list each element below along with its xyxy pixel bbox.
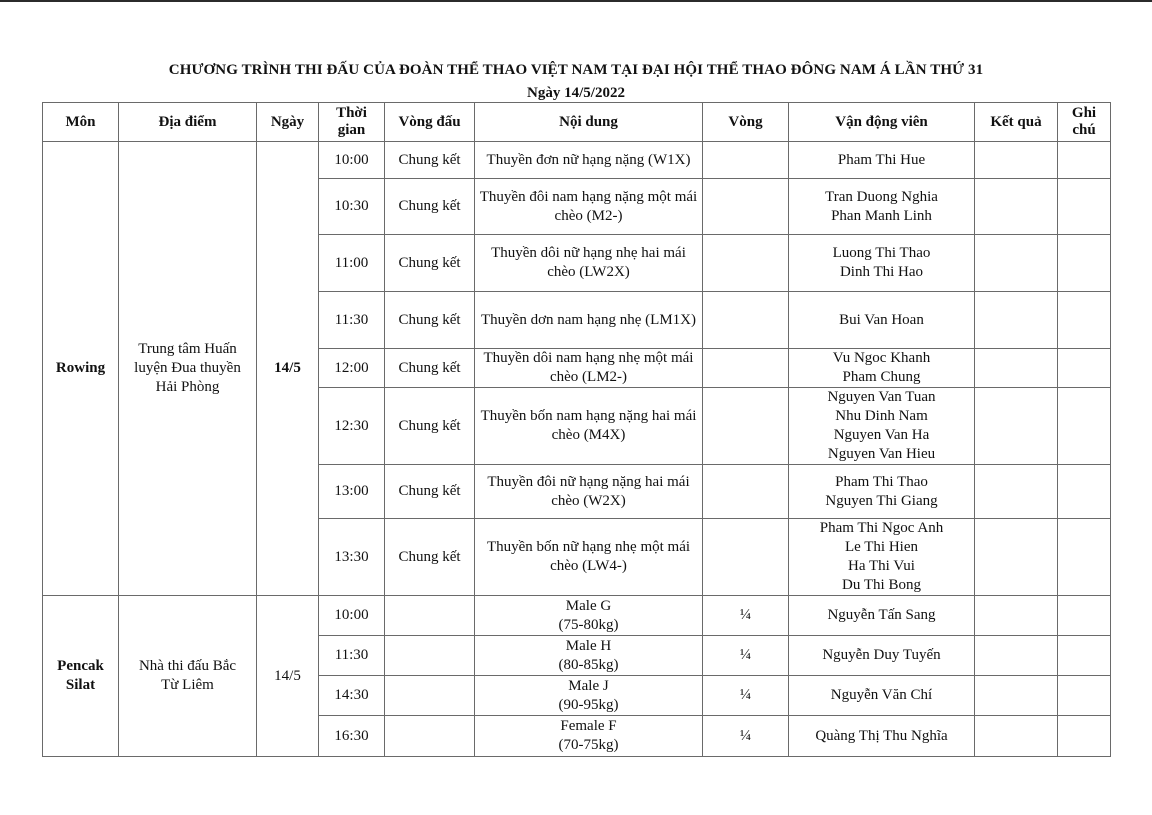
sport-pencak-line1: Pencak: [57, 658, 104, 674]
content-cell: Thuyền đôi nữ hạng nặng hai mái chèo (W2X): [475, 465, 703, 519]
content-line2: (75-80kg): [558, 616, 619, 633]
result-cell: [975, 465, 1058, 519]
athletes-cell: Nguyễn Văn Chí: [789, 676, 975, 716]
athletes-cell: Nguyễn Duy Tuyến: [789, 636, 975, 676]
round-cell: ¼: [703, 676, 789, 716]
stage-cell: [385, 716, 475, 757]
result-cell: [975, 519, 1058, 596]
content-cell: Thuyền dôi nam hạng nhẹ một mái chèo (LM2-): [475, 349, 703, 388]
stage-cell: Chung kết: [385, 349, 475, 388]
round-cell: [703, 519, 789, 596]
header-vong: Vòng: [703, 103, 789, 142]
content-line1: Male J: [568, 677, 609, 694]
note-cell: [1058, 349, 1111, 388]
content-cell: Thuyền bốn nam hạng nặng hai mái chèo (M4X): [475, 388, 703, 465]
venue-rowing: Trung tâm Huấn luyện Đua thuyền Hải Phòng: [119, 142, 257, 596]
stage-cell: [385, 676, 475, 716]
time-cell: 14:30: [319, 676, 385, 716]
sport-pencak-silat: [43, 596, 119, 757]
time-cell: 12:00: [319, 349, 385, 388]
header-vong-dau: Vòng đấu: [385, 103, 475, 142]
content-cell: [475, 596, 703, 636]
stage-cell: Chung kết: [385, 388, 475, 465]
header-thoi-gian: [319, 103, 385, 142]
time-cell: 10:30: [319, 179, 385, 235]
athletes-cell: [789, 519, 975, 596]
time-cell: 10:00: [319, 142, 385, 179]
stage-cell: Chung kết: [385, 519, 475, 596]
header-thoi-gian-line2: gian: [337, 122, 366, 138]
result-cell: [975, 235, 1058, 292]
note-cell: [1058, 716, 1111, 757]
header-ngay: Ngày: [257, 103, 319, 142]
content-line2: (70-75kg): [558, 737, 619, 753]
athlete-name: Pham Thi Ngoc Anh: [819, 520, 944, 536]
athlete-name: Luong Thi Thao: [832, 245, 931, 261]
result-cell: [975, 716, 1058, 757]
round-cell: [703, 235, 789, 292]
header-noi-dung: Nội dung: [475, 103, 703, 142]
table-row: [43, 596, 1111, 636]
athlete-name: Le Thi Hien: [844, 539, 919, 555]
athletes-cell: [789, 349, 975, 388]
content-cell: Thuyền đơn nữ hạng nặng (W1X): [475, 142, 703, 179]
time-cell: 13:30: [319, 519, 385, 596]
stage-cell: [385, 636, 475, 676]
result-cell: [975, 636, 1058, 676]
note-cell: [1058, 292, 1111, 349]
venue-pencak-line2: Từ Liêm: [161, 677, 214, 693]
athlete-name: Tran Duong Nghia: [825, 188, 938, 205]
note-cell: [1058, 596, 1111, 636]
athlete-name: Dinh Thi Hao: [839, 264, 924, 280]
athlete-name: Vu Ngoc Khanh: [832, 350, 931, 366]
athletes-cell: [789, 142, 975, 179]
round-cell: [703, 179, 789, 235]
date-rowing: 14/5: [257, 142, 319, 596]
time-cell: 11:30: [319, 292, 385, 349]
time-cell: 16:30: [319, 716, 385, 757]
athletes-cell: [789, 388, 975, 465]
stage-cell: Chung kết: [385, 235, 475, 292]
athlete-name: Nguyen Van Ha: [833, 427, 930, 443]
note-cell: [1058, 235, 1111, 292]
time-cell: 10:00: [319, 596, 385, 636]
athlete-name: Du Thi Bong: [842, 577, 921, 593]
note-cell: [1058, 676, 1111, 716]
athlete-name: Nhu Dinh Nam: [835, 408, 928, 424]
result-cell: [975, 349, 1058, 388]
header-ket-qua: Kết quả: [975, 103, 1058, 142]
stage-cell: Chung kết: [385, 292, 475, 349]
round-cell: ¼: [703, 716, 789, 757]
content-cell: Thuyền đôi nam hạng nặng một mái chèo (M2-): [475, 179, 703, 235]
content-line2: (90-95kg): [558, 696, 619, 713]
header-ghi-chu: [1058, 103, 1111, 142]
note-cell: [1058, 388, 1111, 465]
round-cell: [703, 142, 789, 179]
time-cell: 11:30: [319, 636, 385, 676]
round-cell: ¼: [703, 636, 789, 676]
content-cell: [475, 676, 703, 716]
content-line1: Male G: [565, 597, 612, 614]
content-line1: Female F: [560, 718, 617, 734]
competition-schedule-table: [42, 102, 1111, 757]
content-line2: (80-85kg): [558, 656, 619, 673]
date-pencak-silat: 14/5: [257, 596, 319, 757]
content-cell: [475, 636, 703, 676]
round-cell: [703, 292, 789, 349]
top-border-line: [0, 0, 1152, 2]
note-cell: [1058, 519, 1111, 596]
athletes-cell: Quàng Thị Thu Nghĩa: [789, 716, 975, 757]
round-cell: ¼: [703, 596, 789, 636]
round-cell: [703, 349, 789, 388]
content-cell: [475, 716, 703, 757]
content-cell: Thuyền dơn nam hạng nhẹ (LM1X): [475, 292, 703, 349]
athlete-name: Bui Van Hoan: [839, 311, 924, 328]
header-van-dong-vien: Vận động viên: [789, 103, 975, 142]
athletes-cell: Nguyễn Tấn Sang: [789, 596, 975, 636]
stage-cell: Chung kết: [385, 465, 475, 519]
sport-pencak-line2: Silat: [65, 677, 96, 693]
stage-cell: Chung kết: [385, 142, 475, 179]
athlete-name: Ha Thi Vui: [848, 558, 915, 574]
athlete-name: Pham Thi Hue: [837, 151, 926, 168]
note-cell: [1058, 636, 1111, 676]
sport-rowing: Rowing: [43, 142, 119, 596]
venue-pencak-line1: Nhà thi đấu Bắc: [138, 658, 237, 674]
header-ghi-chu-line2: chú: [1072, 122, 1096, 138]
athlete-name: Nguyen Thi Giang: [825, 492, 938, 509]
document-date-subtitle: Ngày 14/5/2022: [527, 85, 625, 101]
time-cell: 11:00: [319, 235, 385, 292]
header-ghi-chu-line1: Ghi: [1071, 105, 1097, 121]
content-line1: Male H: [565, 637, 612, 654]
athletes-cell: [789, 292, 975, 349]
result-cell: [975, 596, 1058, 636]
athlete-name: Nguyen Van Tuan: [827, 389, 936, 405]
table-row: [43, 142, 1111, 179]
content-cell: Thuyền dôi nữ hạng nhẹ hai mái chèo (LW2X): [475, 235, 703, 292]
note-cell: [1058, 465, 1111, 519]
athletes-cell: [789, 235, 975, 292]
result-cell: [975, 142, 1058, 179]
document-title: CHƯƠNG TRÌNH THI ĐẤU CỦA ĐOÀN THỂ THAO VIỆT NAM TẠI ĐẠI HỘI THỂ THAO ĐÔNG NAM Á LẦN THỨ 31: [168, 62, 984, 78]
athlete-name: Pham Chung: [842, 369, 921, 385]
time-cell: 12:30: [319, 388, 385, 465]
table-header-row: [43, 103, 1111, 142]
athletes-cell: [789, 465, 975, 519]
header-mon: Môn: [43, 103, 119, 142]
header-dia-diem: Địa điểm: [119, 103, 257, 142]
result-cell: [975, 388, 1058, 465]
athlete-name: Phan Manh Linh: [831, 207, 932, 224]
header-thoi-gian-line1: Thời: [336, 105, 367, 121]
stage-cell: Chung kết: [385, 179, 475, 235]
result-cell: [975, 676, 1058, 716]
note-cell: [1058, 142, 1111, 179]
venue-pencak-silat: [119, 596, 257, 757]
athletes-cell: [789, 179, 975, 235]
time-cell: 13:00: [319, 465, 385, 519]
result-cell: [975, 179, 1058, 235]
stage-cell: [385, 596, 475, 636]
athlete-name: Pham Thi Thao: [835, 473, 928, 490]
result-cell: [975, 292, 1058, 349]
content-cell: Thuyền bốn nữ hạng nhẹ một mái chèo (LW4-): [475, 519, 703, 596]
athlete-name: Nguyen Van Hieu: [827, 446, 936, 462]
round-cell: [703, 388, 789, 465]
round-cell: [703, 465, 789, 519]
note-cell: [1058, 179, 1111, 235]
